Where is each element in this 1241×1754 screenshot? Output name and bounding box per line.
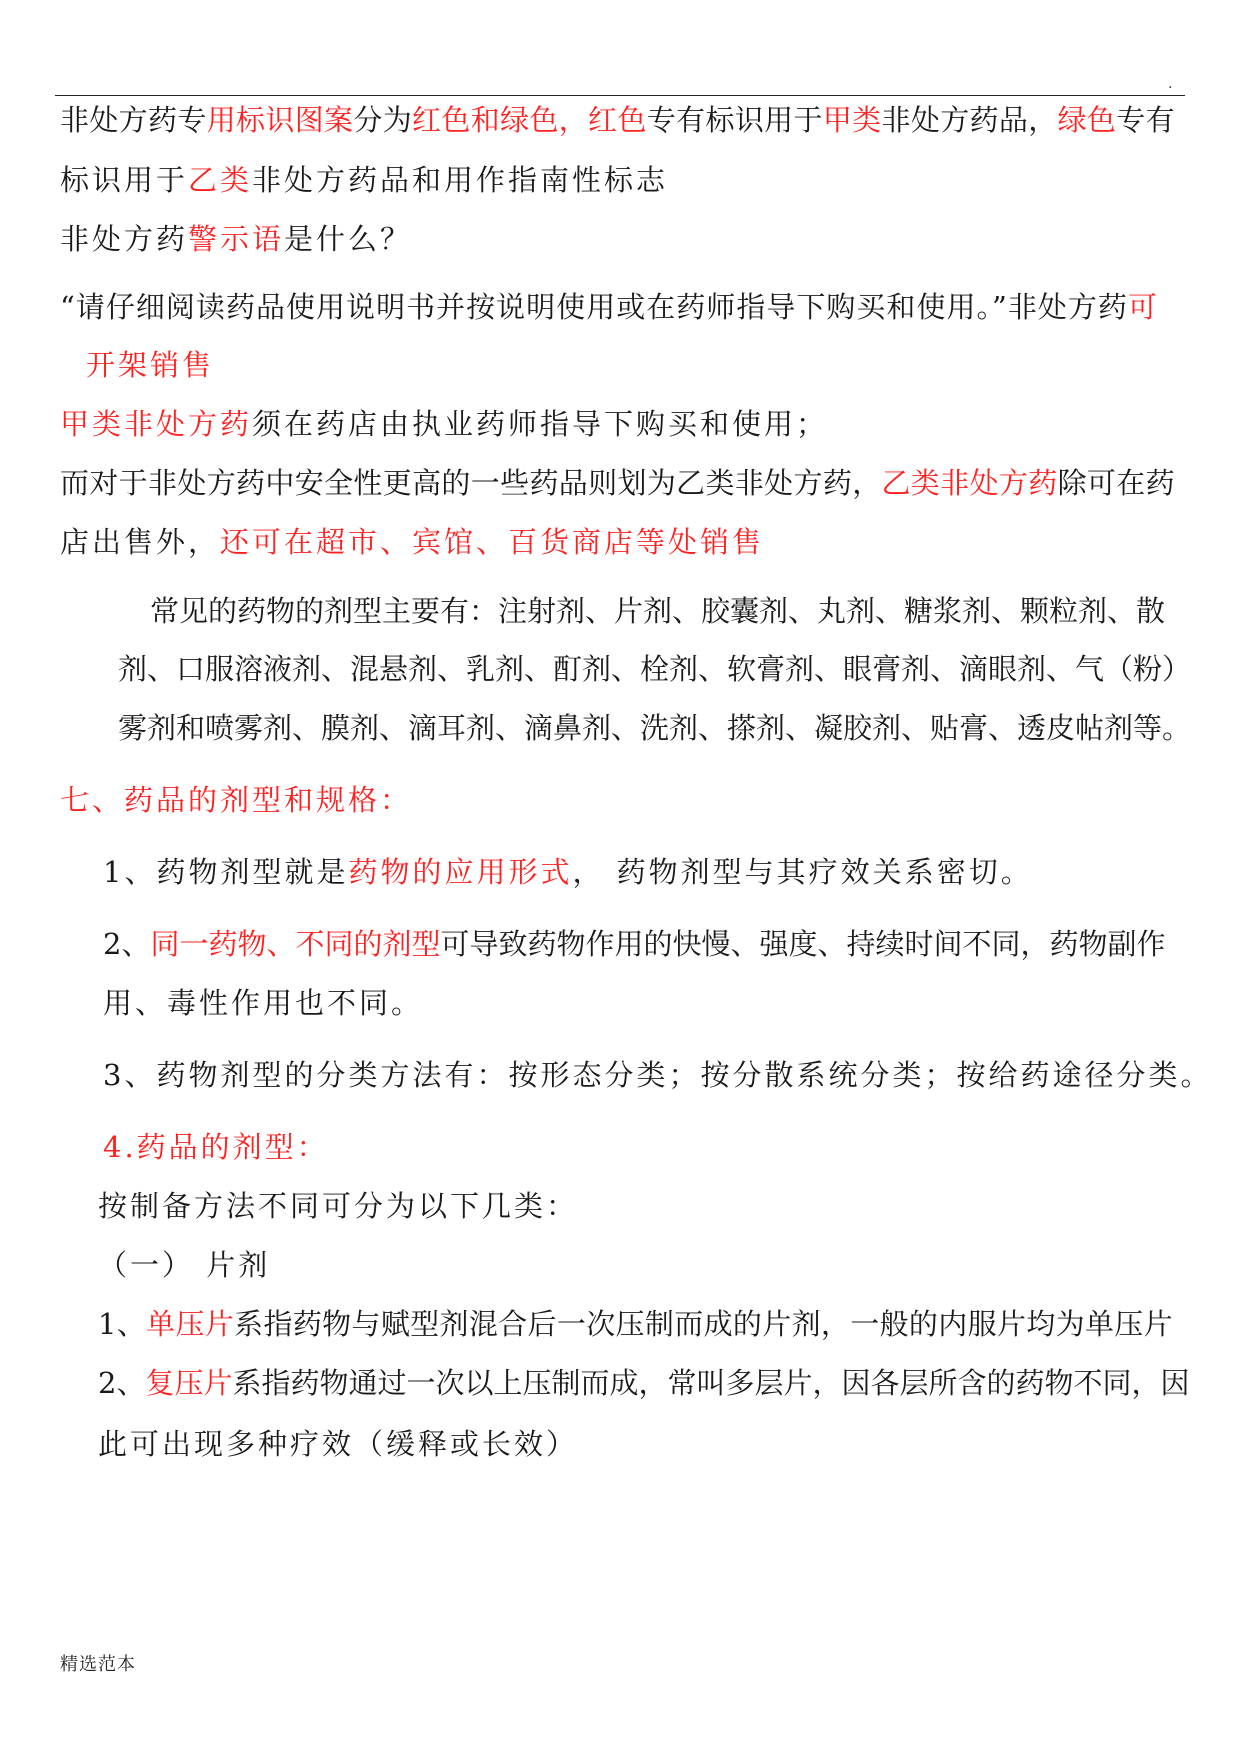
highlighted-text: 乙类	[188, 163, 253, 197]
header-rule	[55, 95, 1185, 96]
body-text: 而对于非处方药中安全性更高的一些药品则划为乙类非处方药，	[60, 466, 882, 500]
text-line	[98, 1189, 578, 1223]
footer-text: 精选范本	[60, 1654, 136, 1675]
body-text: 常见的药物的剂型主要有：注射剂、片剂、胶囊剂、丸剂、糖浆剂、颗粒剂、散	[150, 594, 1166, 628]
body-text: 分为	[353, 103, 413, 137]
text-line	[86, 348, 214, 382]
body-text: 标识用于	[60, 163, 189, 197]
body-text: 系指药物与赋型剂混合后一次压制而成的片剂，一般的内服片均为单压片	[234, 1307, 1173, 1341]
highlighted-text: 七、药品的剂型和规格：	[60, 783, 413, 817]
text-line	[150, 594, 1165, 628]
header-dot: .	[1168, 76, 1173, 92]
text-line	[98, 1307, 1173, 1341]
highlighted-text: 药物的应用形式	[348, 855, 573, 889]
body-text: 店出售外，	[60, 525, 221, 559]
text-line	[98, 1366, 1189, 1400]
highlighted-text: 还可在超市、宾馆、百货商店等处销售	[220, 525, 765, 559]
text-line	[103, 927, 1165, 961]
text-line	[60, 466, 1175, 500]
highlighted-text: 警示语	[188, 222, 285, 256]
text-line	[103, 1130, 329, 1164]
text-line	[118, 711, 1191, 745]
text-line	[60, 222, 412, 256]
highlighted-text: 用标识图案	[206, 103, 354, 137]
text-line	[98, 1248, 270, 1282]
body-text: 2、	[98, 1366, 146, 1400]
highlighted-text: 开架销售	[86, 348, 215, 382]
text-line	[60, 163, 668, 197]
text-line	[60, 525, 764, 559]
body-text: （一） 片剂	[98, 1248, 271, 1282]
text-line	[98, 1427, 578, 1461]
body-text: 是什么？	[284, 222, 413, 256]
highlighted-text: 4.药品的剂型：	[103, 1130, 329, 1164]
text-line	[60, 783, 412, 817]
text-line	[60, 103, 1175, 137]
body-text: 非处方药品，	[881, 103, 1058, 137]
highlighted-text: 单压片	[146, 1307, 235, 1341]
body-text: 专有	[1116, 103, 1175, 137]
body-text: 专有标识用于	[646, 103, 823, 137]
body-text: 2、	[103, 927, 151, 961]
text-line	[60, 290, 1158, 324]
highlighted-text: 绿色	[1057, 103, 1117, 137]
text-line	[103, 986, 423, 1020]
body-text: 除可在药	[1057, 466, 1175, 500]
body-text: 1、	[98, 1307, 147, 1341]
highlighted-text: 可	[1127, 290, 1158, 324]
text-line	[118, 652, 1191, 686]
highlighted-text: 红色和绿色，红色	[412, 103, 647, 137]
body-text: 非处方药品和用作指南性标志	[252, 163, 669, 197]
text-line	[103, 1058, 1212, 1092]
body-text: 按制备方法不同可分为以下几类：	[98, 1189, 579, 1223]
body-text: 须在药店由执业药师指导下购买和使用；	[252, 407, 829, 441]
body-text: 可导致药物作用的快慢、强度、持续时间不同，药物副作	[440, 927, 1166, 961]
body-text: 此可出现多种疗效（缓释或长效）	[98, 1427, 579, 1461]
body-text: ， 药物剂型与其疗效关系密切。	[572, 855, 1033, 889]
body-text: 系指药物通过一次以上压制而成，常叫多层片，因各层所含的药物不同，因	[232, 1366, 1190, 1400]
body-text: “请仔细阅读药品使用说明书并按说明使用或在药师指导下购买和使用。”非处方药	[60, 290, 1128, 324]
body-text: 3、药物剂型的分类方法有：按形态分类；按分散系统分类；按给药途径分类。	[103, 1058, 1213, 1092]
highlighted-text: 甲类	[822, 103, 882, 137]
body-text: 非处方药	[60, 222, 189, 256]
highlighted-text: 甲类非处方药	[60, 407, 253, 441]
text-line	[60, 407, 828, 441]
body-text: 剂、口服溶液剂、混悬剂、乳剂、酊剂、栓剂、软膏剂、眼膏剂、滴眼剂、气（粉）	[118, 652, 1192, 686]
highlighted-text: 乙类非处方药	[881, 466, 1058, 500]
body-text: 用、毒性作用也不同。	[103, 986, 424, 1020]
body-text: 1、药物剂型就是	[103, 855, 349, 889]
body-text: 雾剂和喷雾剂、膜剂、滴耳剂、滴鼻剂、洗剂、搽剂、凝胶剂、贴膏、透皮帖剂等。	[118, 711, 1192, 745]
body-text: 非处方药专	[60, 103, 207, 137]
text-line	[103, 855, 1033, 889]
highlighted-text: 复压片	[145, 1366, 233, 1400]
highlighted-text: 同一药物、不同的剂型	[150, 927, 441, 961]
